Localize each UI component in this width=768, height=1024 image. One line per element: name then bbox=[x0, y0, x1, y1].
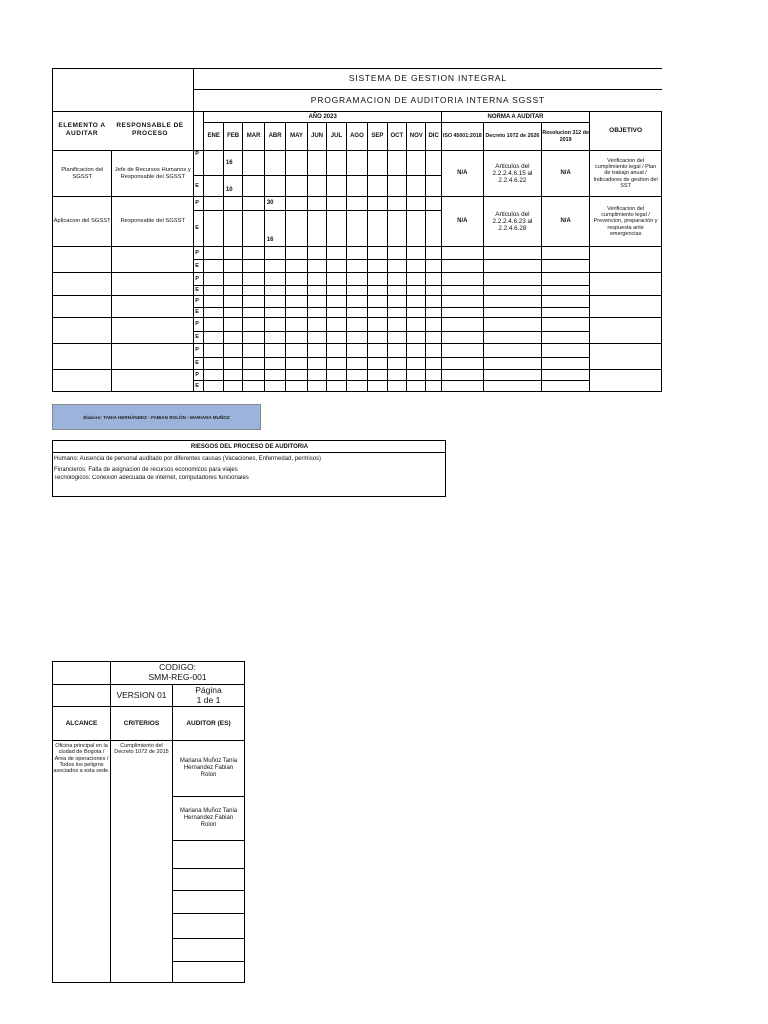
row1-responsable: Jefe de Recursos Humanos y Responsable del SGSST bbox=[112, 151, 194, 197]
month-jul: JUL bbox=[327, 123, 346, 151]
objetivo-header: OBJETIVO bbox=[590, 112, 662, 151]
row1-resolucion: N/A bbox=[542, 151, 590, 197]
codigo-logo-cell bbox=[53, 662, 111, 685]
codigo-cell bbox=[111, 662, 245, 685]
auditor-1: Mariana Muñoz Tania Hernandez Fabian Rolon bbox=[173, 741, 245, 797]
year-header: AÑO 2023 bbox=[204, 112, 441, 123]
riesgo-tecnologico: Tecnologicos: Conexión adecuada de internet, computadores funcionales bbox=[53, 475, 446, 497]
e-label: E bbox=[194, 260, 204, 273]
p-label: P bbox=[194, 318, 204, 332]
alcance-text: Oficina principal en la ciudad de Bogota / Area de operaciones / Todos los peligros asociados a esta sede. bbox=[53, 741, 111, 983]
e-label: E bbox=[194, 332, 204, 344]
system-title: SISTEMA DE GESTION INTEGRAL bbox=[194, 69, 662, 90]
month-ene: ENE bbox=[204, 123, 223, 151]
riesgo-humano: Humano: Ausencia de personal auditado por diferentes causas (Vacaciones, Enfermedad, permisos) bbox=[53, 453, 446, 465]
row2-iso: N/A bbox=[441, 197, 483, 247]
riesgos-table bbox=[52, 440, 446, 497]
p-label: P bbox=[194, 370, 204, 381]
elaboro-box: Elaboro: TANIA HERNÁNDEZ - FABIAN ROLÓN - MARIANA MUÑOZ bbox=[52, 404, 261, 430]
row2-decreto: Articulos del 2.2.2.4.6.23 al 2.2.4.6.28 bbox=[483, 197, 541, 247]
row2-p-abr: 30 bbox=[264, 197, 285, 211]
criterios-text: Cumplimiento del Decreto 1072 de 2015 bbox=[111, 741, 173, 983]
logo-cell bbox=[53, 69, 194, 112]
row1-e-feb: 10 bbox=[223, 176, 242, 197]
pagina-cell bbox=[173, 685, 245, 707]
alcance-header: ALCANCE bbox=[53, 707, 111, 741]
p-label: P bbox=[194, 344, 204, 358]
row1-p-label: P bbox=[194, 151, 204, 176]
p-label: P bbox=[194, 247, 204, 260]
e-label: E bbox=[194, 358, 204, 370]
row2-e-label: E bbox=[194, 211, 204, 247]
program-title: PROGRAMACION DE AUDITORIA INTERNA SGSST bbox=[194, 90, 662, 112]
codigo-label: CODIGO: bbox=[159, 662, 196, 673]
pagina-label: Página bbox=[195, 684, 222, 695]
month-may: MAY bbox=[286, 123, 307, 151]
codigo-table bbox=[52, 661, 245, 983]
row2-e-abr: 16 bbox=[264, 211, 285, 247]
row2-elemento: Aplicacion del SGSST bbox=[53, 197, 112, 247]
row2-objetivo: Verificacion del cumplimiento legal / Prevencion, preparación y respuesta ante emergencias bbox=[590, 197, 662, 247]
iso-header: ISO 45001:2018 bbox=[441, 123, 483, 151]
version: VERSION 01 bbox=[111, 685, 173, 707]
codigo-value: SMM-REG-001 bbox=[148, 672, 207, 682]
month-feb: FEB bbox=[223, 123, 242, 151]
row1-e-label: E bbox=[194, 176, 204, 197]
elemento-header: ELEMENTO A AUDITAR bbox=[58, 122, 106, 137]
row1-p-feb: 16 bbox=[223, 151, 242, 176]
pagina-value: 1 de 1 bbox=[196, 694, 221, 705]
audit-program-table bbox=[52, 68, 662, 392]
row2-resolucion: N/A bbox=[542, 197, 590, 247]
row1-elemento: Planificacion del SGSST bbox=[53, 151, 112, 197]
riesgo-financiero: Financieros: Falta de asignacion de recursos economicos para viajes bbox=[53, 464, 446, 475]
row2-p-label: P bbox=[194, 197, 204, 211]
month-mar: MAR bbox=[243, 123, 264, 151]
month-nov: NOV bbox=[407, 123, 426, 151]
month-ago: AGO bbox=[346, 123, 367, 151]
row2-responsable: Responsable del SGSST bbox=[112, 197, 194, 247]
auditor-header: AUDITOR (ES) bbox=[173, 707, 245, 741]
p-label: P bbox=[194, 273, 204, 286]
month-oct: OCT bbox=[387, 123, 406, 151]
e-label: E bbox=[194, 381, 204, 392]
month-dic: DIC bbox=[426, 123, 441, 151]
p-label: P bbox=[194, 296, 204, 308]
norma-header: NORMA A AUDITAR bbox=[441, 112, 589, 123]
e-label: E bbox=[194, 308, 204, 318]
month-abr: ABR bbox=[264, 123, 285, 151]
responsable-header: RESPONSABLE DE PROCESO bbox=[116, 122, 184, 137]
decreto-header: Decreto 1072 de 2026 bbox=[483, 123, 541, 151]
month-sep: SEP bbox=[368, 123, 387, 151]
month-jun: JUN bbox=[307, 123, 326, 151]
riesgos-title: RIESGOS DEL PROCESO DE AUDITORIA bbox=[53, 441, 446, 453]
e-label: E bbox=[194, 286, 204, 296]
row1-objetivo: Verificacion del cumplimiento legal / Plan de trabajo anual / Indicadores de gestion del SST bbox=[590, 151, 662, 197]
row1-iso: N/A bbox=[441, 151, 483, 197]
auditor-2: Mariana Muñoz Tania Hernandez Fabian Rolon bbox=[173, 797, 245, 841]
resolucion-header: Resolucion 312 de 2019 bbox=[542, 123, 590, 151]
criterios-header: CRITERIOS bbox=[111, 707, 173, 741]
row1-decreto: Articulos del 2.2.2.4.6.15 al 2.2.4.6.22 bbox=[483, 151, 541, 197]
